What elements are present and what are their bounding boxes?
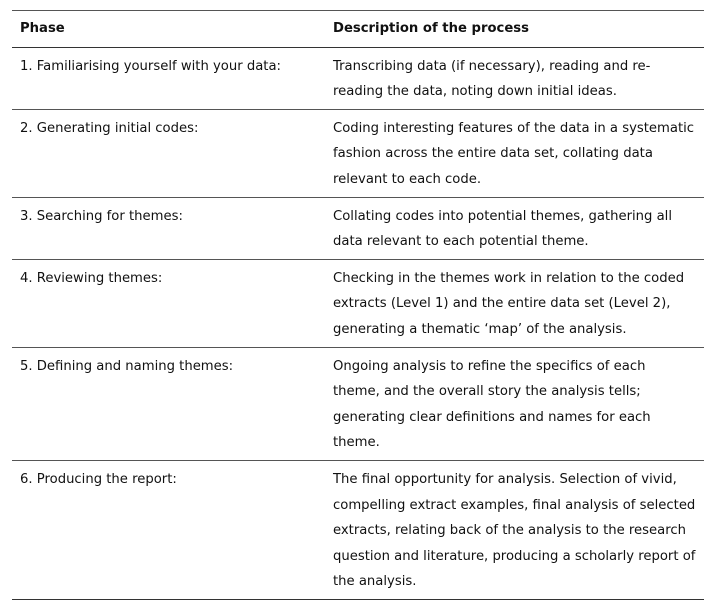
table-row [12,47,704,109]
description-cell: Ongoing analysis to refine the specifics of each theme, and the overall story the analysis tells; generating clear definitions and names for each theme. [325,347,704,460]
description-cell: The final opportunity for analysis. Selection of vivid, compelling extract examples, final analysis of selected extracts, relating back of the analysis to the research question and literature, producing a scholarly report of the analysis. [325,460,704,599]
table-row [12,197,704,259]
description-cell: Coding interesting features of the data in a systematic fashion across the entire data set, collating data relevant to each code. [325,109,704,197]
phase-cell: 6. Producing the report: [12,460,325,599]
table-row [12,109,704,197]
thematic-analysis-phases-table [12,10,704,600]
phase-cell: 5. Defining and naming themes: [12,347,325,460]
table-row [12,347,704,460]
phase-cell: 3. Searching for themes: [12,197,325,259]
description-cell: Checking in the themes work in relation to the coded extracts (Level 1) and the entire data set (Level 2), generating a thematic ‘map’ of the analysis. [325,259,704,347]
phase-cell: 1. Familiarising yourself with your data: [12,47,325,109]
column-header-description: Description of the process [325,11,704,48]
table-header-row [12,11,704,48]
table-row [12,259,704,347]
column-header-phase: Phase [12,11,325,48]
description-cell: Collating codes into potential themes, gathering all data relevant to each potential theme. [325,197,704,259]
phase-cell: 4. Reviewing themes: [12,259,325,347]
table-row [12,460,704,599]
description-cell: Transcribing data (if necessary), reading and re-reading the data, noting down initial ideas. [325,47,704,109]
phase-cell: 2. Generating initial codes: [12,109,325,197]
